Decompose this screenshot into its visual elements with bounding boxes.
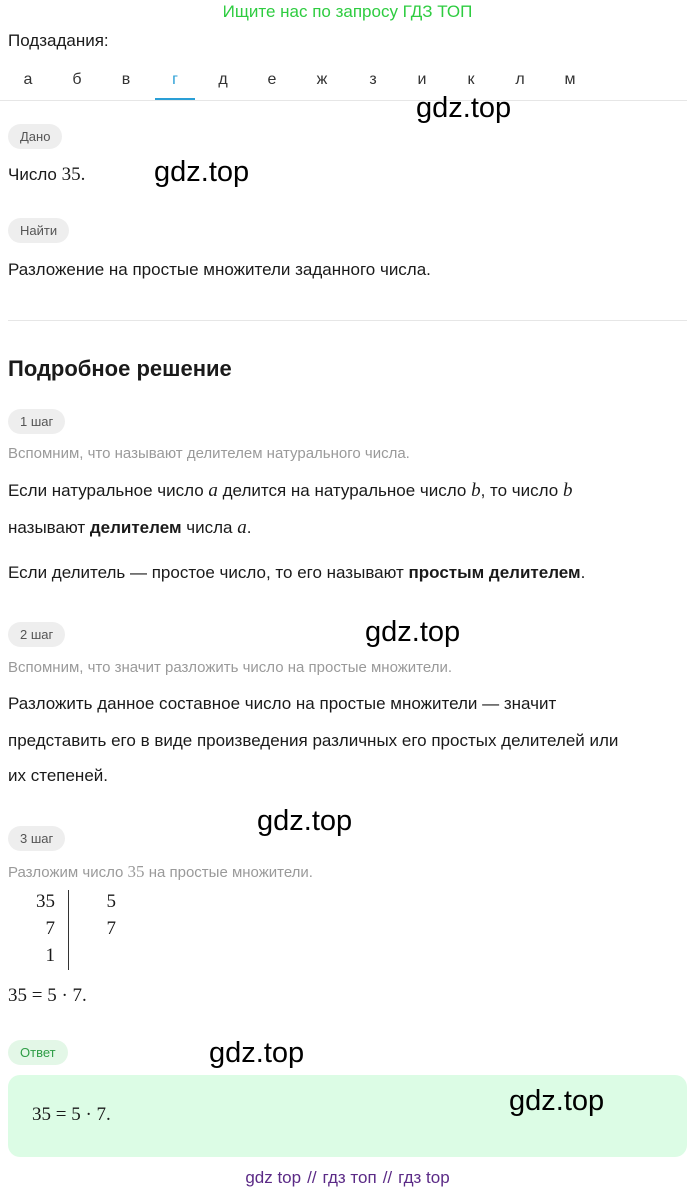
step-2-hint: Вспомним, что значит разложить число на простые множители. — [8, 659, 453, 676]
footer-link-1[interactable]: gdz top — [245, 1168, 302, 1187]
factor-right-1: 5 — [106, 891, 116, 912]
step-2-line-2: представить его в виде произведения различных его простых делителей или — [8, 731, 619, 750]
given-text: Число 35. — [8, 164, 86, 185]
step-2-line-1: Разложить данное составное число на простые множители — значит — [8, 694, 557, 713]
answer-text: 35 = 5 · 7. — [32, 1104, 111, 1125]
step-3-hint: Разложим число 35 на простые множители. — [8, 862, 313, 881]
tab-l[interactable]: л — [515, 71, 525, 88]
tab-v[interactable]: в — [121, 71, 131, 88]
tab-zh[interactable]: ж — [316, 71, 328, 88]
tab-e[interactable]: е — [267, 71, 277, 88]
watermark: gdz.top — [257, 805, 353, 837]
footer-separator: // — [307, 1168, 317, 1187]
subtask-tabs — [0, 62, 687, 101]
factor-left-1: 35 — [36, 891, 55, 912]
watermark: gdz.top — [365, 616, 461, 648]
given-number: 35. — [61, 164, 86, 185]
given-badge: Дано — [8, 124, 62, 149]
promo-banner: Ищите нас по запросу ГДЗ ТОП — [222, 2, 473, 21]
solution-title: Подробное решение — [8, 356, 232, 381]
tab-m[interactable]: м — [564, 71, 576, 88]
step-1-hint: Вспомним, что называют делителем натурального числа. — [8, 445, 410, 462]
tab-i[interactable]: и — [417, 71, 427, 88]
footer-separator: // — [382, 1168, 393, 1187]
step-1-line-2: называют делителем числа a. — [8, 517, 252, 538]
factor-left-2: 7 — [45, 918, 55, 939]
watermark: gdz.top — [416, 92, 512, 124]
factor-right-2: 7 — [106, 918, 116, 939]
watermark: gdz.top — [509, 1085, 605, 1117]
step-2-badge: 2 шаг — [8, 622, 65, 647]
footer-link-2[interactable]: гдз топ — [322, 1168, 377, 1187]
step-1-line-1: Если натуральное число a делится на натуральное число b, то число b — [8, 480, 573, 501]
watermark: gdz.top — [154, 156, 250, 188]
footer-links — [0, 1168, 695, 1188]
watermark: gdz.top — [209, 1037, 305, 1069]
step-2-line-3: их степеней. — [8, 766, 108, 785]
answer-badge: Ответ — [8, 1040, 68, 1065]
factor-left-3: 1 — [45, 945, 55, 966]
tab-a[interactable]: а — [23, 71, 33, 88]
find-text: Разложение на простые множители заданного числа. — [8, 260, 431, 279]
footer-link-3[interactable]: гдз top — [398, 1168, 450, 1187]
step-1-line-3: Если делитель — простое число, то его называют простым делителем. — [8, 563, 586, 582]
step-3-badge: 3 шаг — [8, 826, 65, 851]
find-badge: Найти — [8, 218, 69, 243]
step-1-badge: 1 шаг — [8, 409, 65, 434]
tab-d[interactable]: д — [218, 71, 228, 88]
section-divider — [8, 320, 687, 321]
tab-k[interactable]: к — [467, 71, 475, 88]
tab-z[interactable]: з — [369, 71, 377, 88]
step-3-result: 35 = 5 · 7. — [8, 985, 87, 1006]
tab-b[interactable]: б — [72, 71, 82, 88]
factor-divider-line — [68, 890, 69, 970]
subtasks-label: Подзадания: — [8, 31, 109, 50]
tab-g[interactable]: г — [155, 62, 195, 100]
